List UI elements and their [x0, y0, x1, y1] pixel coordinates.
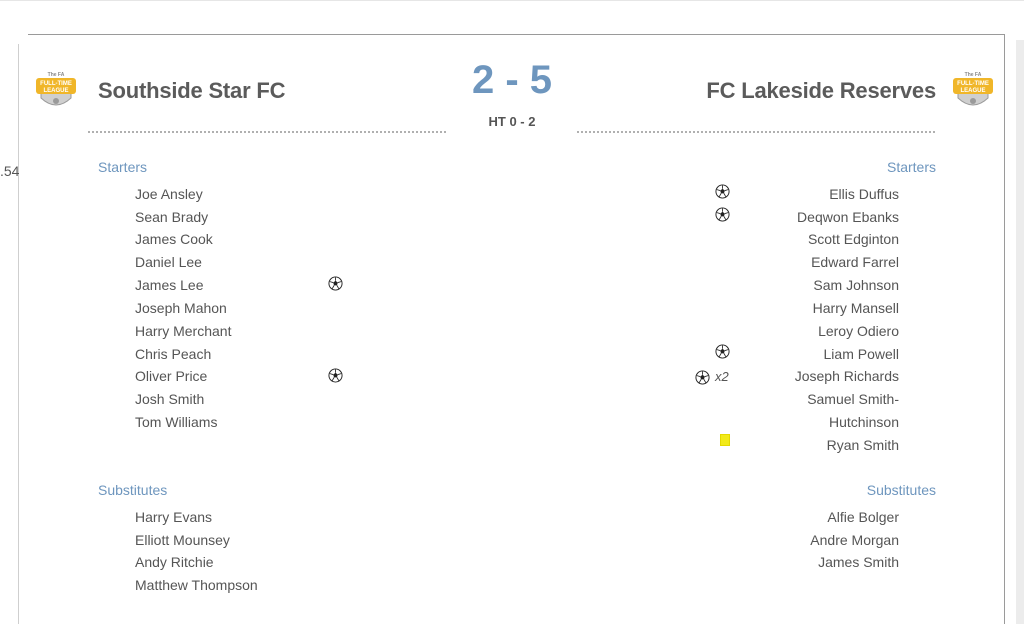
yellow-card-icon: [720, 434, 730, 446]
home-starter[interactable]: James Cook: [135, 231, 213, 247]
home-starters-heading: Starters: [98, 159, 148, 175]
home-starter[interactable]: Harry Merchant: [135, 323, 232, 339]
home-starter[interactable]: Joseph Mahon: [135, 300, 227, 316]
away-divider: [577, 131, 935, 133]
away-substitutes-heading: Substitutes: [866, 482, 936, 498]
goal-multiplier: x2: [715, 369, 729, 384]
home-substitute[interactable]: Harry Evans: [135, 509, 213, 525]
badge-text-fa: The FA: [47, 72, 65, 78]
away-substitute[interactable]: James Smith: [818, 554, 899, 570]
league-badge-icon: [949, 68, 997, 112]
away-starter[interactable]: Leroy Odiero: [818, 323, 899, 339]
away-team-name[interactable]: FC Lakeside Reserves: [706, 78, 936, 103]
home-substitute[interactable]: Andy Ritchie: [135, 554, 214, 570]
football-icon: [715, 207, 730, 222]
home-starter[interactable]: Sean Brady: [135, 209, 209, 225]
away-starter-continued[interactable]: Hutchinson: [828, 414, 899, 430]
home-starter[interactable]: Josh Smith: [135, 391, 205, 407]
away-starters-heading: Starters: [886, 159, 936, 175]
home-starter[interactable]: James Lee: [135, 277, 204, 293]
home-team-name[interactable]: Southside Star FC: [98, 78, 286, 103]
away-substitute[interactable]: Alfie Bolger: [827, 509, 899, 525]
away-starter[interactable]: Edward Farrel: [811, 254, 899, 270]
left-panel-edge: [18, 44, 19, 624]
away-starter[interactable]: Liam Powell: [823, 346, 899, 362]
scrollbar-track[interactable]: [1016, 40, 1024, 624]
home-starter[interactable]: Tom Williams: [135, 414, 218, 430]
home-substitutes-heading: Substitutes: [98, 482, 168, 498]
home-starter[interactable]: Joe Ansley: [135, 186, 203, 202]
match-score: 2 - 5: [471, 58, 553, 102]
away-starter[interactable]: Samuel Smith-: [807, 391, 899, 407]
football-icon: [695, 370, 710, 385]
league-badge-icon: [32, 68, 80, 112]
badge-text-league: LEAGUE: [960, 88, 986, 94]
away-starter[interactable]: Joseph Richards: [794, 368, 899, 384]
home-substitute[interactable]: Elliott Mounsey: [135, 532, 230, 548]
football-icon: [715, 344, 730, 359]
away-substitute[interactable]: Andre Morgan: [810, 532, 899, 548]
top-divider: [0, 0, 1024, 1]
football-icon: [715, 184, 730, 199]
away-starter[interactable]: Deqwon Ebanks: [797, 209, 899, 225]
home-divider: [88, 131, 446, 133]
badge-text-fa: The FA: [964, 72, 982, 78]
badge-text-fulltime: FULL-TIME: [957, 81, 989, 87]
away-starter[interactable]: Sam Johnson: [813, 277, 899, 293]
away-starter[interactable]: Ryan Smith: [826, 437, 899, 453]
halftime-score: HT 0 - 2: [488, 114, 536, 129]
football-icon: [328, 276, 343, 291]
away-starter[interactable]: Ellis Duffus: [829, 186, 899, 202]
football-icon: [328, 368, 343, 383]
home-substitute[interactable]: Matthew Thompson: [135, 577, 258, 593]
home-starter[interactable]: Chris Peach: [135, 346, 212, 362]
home-starter[interactable]: Oliver Price: [135, 368, 208, 384]
left-panel-fragment-text: .54: [0, 163, 20, 179]
home-starter[interactable]: Daniel Lee: [135, 254, 202, 270]
badge-text-fulltime: FULL-TIME: [40, 81, 72, 87]
away-starter[interactable]: Harry Mansell: [812, 300, 899, 316]
badge-text-league: LEAGUE: [43, 88, 69, 94]
away-starter[interactable]: Scott Edginton: [807, 231, 899, 247]
